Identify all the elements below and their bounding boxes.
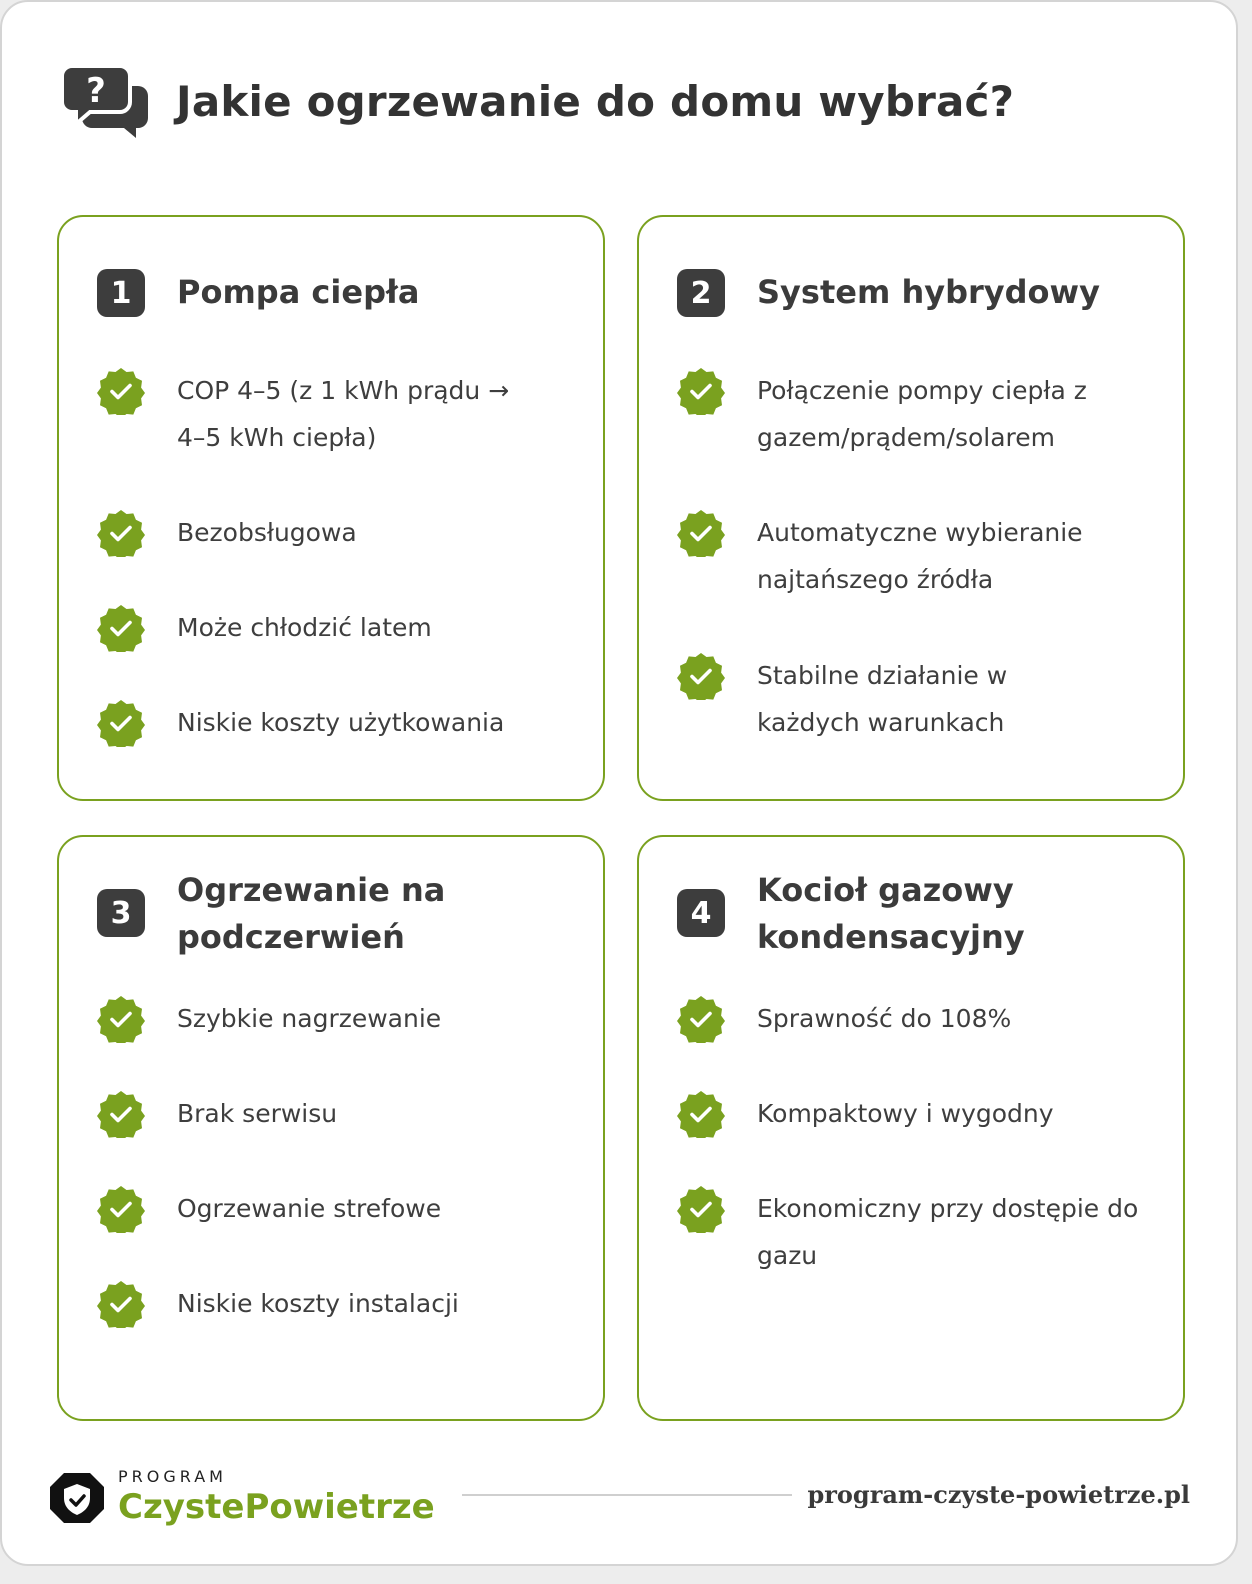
check-badge-icon (97, 604, 145, 652)
header (62, 64, 1014, 138)
check-badge-icon (677, 1185, 725, 1233)
list-item: Może chłodzić latem (97, 604, 587, 652)
check-badge-icon (97, 1280, 145, 1328)
list-item: Ogrzewanie strefowe (97, 1185, 587, 1233)
question-speech-bubbles-icon (62, 64, 150, 138)
program-logo (48, 1468, 435, 1528)
card-number: 1 (97, 269, 145, 317)
card-title: System hybrydowy (757, 273, 1100, 311)
card-hybrid-system (637, 215, 1185, 801)
page-title: Jakie ogrzewanie do domu wybrać? (176, 76, 1015, 126)
list-item: Bezobsługowa (97, 509, 587, 557)
card-number: 2 (677, 269, 725, 317)
check-badge-icon (677, 1090, 725, 1138)
check-badge-icon (97, 995, 145, 1043)
list-item: COP 4–5 (z 1 kWh prądu → 4–5 kWh ciepła) (97, 367, 587, 461)
list-item: Ekonomiczny przy dostępie do gazu (677, 1185, 1167, 1279)
card-infrared-heating (57, 835, 605, 1421)
check-badge-icon (677, 995, 725, 1043)
check-badge-icon (97, 1090, 145, 1138)
shield-check-icon (48, 1469, 106, 1527)
program-label: PROGRAM (118, 1467, 227, 1486)
list-item: Brak serwisu (97, 1090, 587, 1138)
card-gas-boiler (637, 835, 1185, 1421)
card-number: 4 (677, 889, 725, 937)
list-item: Połączenie pompy ciepła z gazem/prądem/solarem (677, 367, 1167, 461)
card-number: 3 (97, 889, 145, 937)
check-badge-icon (97, 509, 145, 557)
svg-text:?: ? (86, 71, 106, 111)
list-item: Niskie koszty instalacji (97, 1280, 587, 1328)
check-badge-icon (677, 652, 725, 700)
list-item: Stabilne działanie w każdych warunkach (677, 652, 1167, 746)
list-item: Niskie koszty użytkowania (97, 699, 587, 747)
divider (462, 1494, 792, 1496)
check-badge-icon (97, 1185, 145, 1233)
card-title: Ogrzewanie na podczerwień (177, 871, 446, 956)
card-title: Pompa ciepła (177, 273, 420, 311)
list-item: Kompaktowy i wygodny (677, 1090, 1167, 1138)
brand-name: CzystePowietrze (118, 1487, 435, 1527)
card-heat-pump (57, 215, 605, 801)
check-badge-icon (97, 699, 145, 747)
check-badge-icon (677, 367, 725, 415)
list-item: Automatyczne wybieranie najtańszego źródła (677, 509, 1167, 603)
check-badge-icon (97, 367, 145, 415)
card-title: Kocioł gazowy kondensacyjny (757, 871, 1025, 956)
website-url[interactable]: program-czyste-powietrze.pl (807, 1480, 1190, 1509)
list-item: Szybkie nagrzewanie (97, 995, 587, 1043)
check-badge-icon (677, 509, 725, 557)
list-item: Sprawność do 108% (677, 995, 1167, 1043)
